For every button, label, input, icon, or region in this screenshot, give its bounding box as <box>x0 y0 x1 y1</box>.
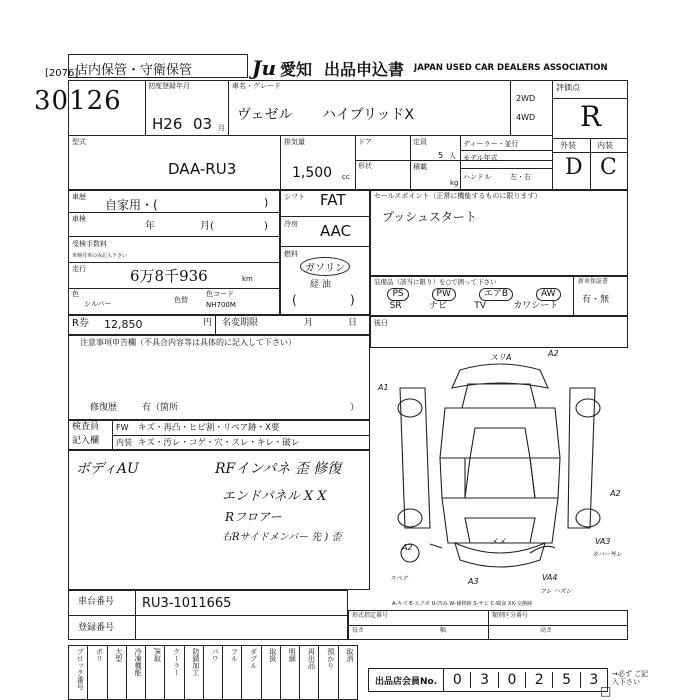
ju-logo: Ju <box>252 56 277 80</box>
form-number-label: 形式指定番号 <box>352 612 389 619</box>
fw-label: FW <box>116 423 129 432</box>
form-title: 出品申込書 <box>324 59 405 79</box>
diagram-wheel <box>576 509 600 527</box>
diagram-wheel <box>576 399 600 417</box>
storage-box <box>68 54 248 78</box>
interior-label: 内装 <box>597 141 613 150</box>
repair-close: ） <box>350 403 360 413</box>
member-digit: 5 <box>553 672 580 688</box>
shape-label: 形状 <box>358 162 372 170</box>
diagram-label: フレ ハズレ <box>540 588 572 595</box>
recycle-label: R券 <box>72 318 89 329</box>
drive-2wd: 2WD <box>516 94 536 103</box>
diagram-left-side <box>400 388 430 528</box>
later-label: 後日 <box>374 319 388 327</box>
length-label: 長さ <box>352 627 365 634</box>
handwritten-note: ボディAU <box>76 461 139 477</box>
reg-label: 登録番号 <box>78 623 115 633</box>
bottom-column: 再出品 <box>300 646 319 699</box>
usage-value: 自家用・( <box>105 198 158 212</box>
interior-items-label: 内装 <box>116 438 132 447</box>
handle-label: ハンドル <box>463 173 491 181</box>
member-number-row <box>368 668 608 692</box>
interior-items: キズ・汚レ・コゲ・穴・スレ・キレ・破レ <box>138 438 300 448</box>
mileage-label: 走行 <box>72 265 86 273</box>
inspection-close: ) <box>264 221 268 232</box>
diagram-label: メメ <box>490 537 506 546</box>
bottom-column: クーラー <box>165 646 184 699</box>
first-reg-month: 03 <box>193 115 213 133</box>
height-label: 高さ <box>540 627 553 634</box>
diagram-rear-bumper <box>455 543 545 567</box>
sales-points-box <box>370 190 628 276</box>
diagram-legend: A-キズ E-エクボ U-凹み W-補修跡 S-サビ C-腐食 XX-交換跡 <box>392 601 533 607</box>
handwritten-note: 右Rサイドメンバー 先 ) 歪 <box>222 532 342 543</box>
equipment-item: AW <box>536 288 561 301</box>
diagram-label: A1 <box>378 383 389 392</box>
inspector-label: 検査員 <box>72 422 100 432</box>
diagram-label: A2 <box>402 543 413 552</box>
bottom-column: 明細 <box>281 646 300 699</box>
bottom-column: ブロック番号 <box>69 646 88 699</box>
diagram-label: カバー外レ <box>592 551 623 558</box>
color-code-value: NH700M <box>206 301 236 309</box>
load-label: 積載 <box>413 163 427 171</box>
drive-4wd: 4WD <box>516 113 536 122</box>
mileage-value: 6万8千936 <box>130 267 208 285</box>
equipment-item: SR <box>389 301 402 311</box>
inspection-month: 月( <box>200 221 214 232</box>
displacement-label: 排気量 <box>284 138 305 146</box>
first-reg-label: 初度登録年月 <box>148 82 190 90</box>
equipment-item: PW <box>432 288 456 301</box>
capacity-value: 5 <box>438 151 444 160</box>
bottom-column: 大型 <box>108 646 127 699</box>
diagram-label: VA3 <box>595 537 611 546</box>
class-number-label: 類別区分番号 <box>492 612 529 619</box>
later-box <box>370 316 628 348</box>
header-title <box>252 56 608 80</box>
diagram-wheel <box>398 509 422 527</box>
association-name: JAPAN USED CAR DEALERS ASSOCIATION <box>414 63 608 73</box>
equipment-item: PS <box>387 288 408 301</box>
warranty-label: 新車保証書 <box>578 278 609 285</box>
chassis-label: 車台番号 <box>78 597 115 607</box>
sales-points-value: プッシュスタート <box>382 210 477 224</box>
model-value: DAA-RU3 <box>168 160 237 178</box>
fuel-paren-close: ) <box>350 293 355 307</box>
car-name-value: ヴェゼル <box>237 107 293 123</box>
first-reg-unit: 月 <box>218 124 225 132</box>
inspection-year: 年 <box>145 221 155 232</box>
load-unit: kg <box>450 179 459 187</box>
bottom-column: 取扱 <box>262 646 281 699</box>
diagram-label: A2 <box>548 349 559 358</box>
exterior-label: 外装 <box>560 141 576 150</box>
shift-label: シフト <box>284 193 305 201</box>
member-digit: 3 <box>471 672 498 688</box>
fuel-alt: 経 油 <box>310 280 331 290</box>
doors-label: ドア <box>358 138 372 146</box>
receipt-note: 車検付車のみ記入下さい <box>72 253 128 259</box>
member-label: 出品店会員No. <box>369 669 444 691</box>
bottom-column: 防錆加工 <box>185 646 204 699</box>
record-label: 記入欄 <box>72 436 100 446</box>
capacity-label: 定員 <box>413 138 427 146</box>
member-digit: 0 <box>444 672 471 688</box>
aircon-label: 冷房 <box>284 220 298 228</box>
name-change-label: 名変期限 <box>222 318 259 328</box>
score-value: R <box>580 100 602 133</box>
equipment-label: 装備品（該当に限り）を○で囲って下さい <box>374 278 497 286</box>
diagram-label: スペア <box>390 575 409 582</box>
mileage-unit: km <box>242 275 253 283</box>
fuel-paren-open: ( <box>292 293 297 307</box>
fuel-label: 燃料 <box>284 250 298 258</box>
storage-label: 店内保管・守衛保管 <box>75 63 193 78</box>
warranty-options: 有・無 <box>582 295 610 305</box>
aircon-value: AAC <box>320 222 352 240</box>
capacity-unit: 人 <box>449 152 456 160</box>
lot-number: 30126 <box>34 86 122 116</box>
displacement-unit: cc <box>342 173 350 181</box>
equipment-item: TV <box>474 301 486 311</box>
fuel-value: ガソリン <box>300 257 350 276</box>
bottom-column: フル <box>223 646 242 699</box>
bottom-column: 取消 <box>345 648 354 662</box>
repair-value: 有（箇所 <box>142 403 179 413</box>
diagram-label: VA4 <box>542 573 558 582</box>
member-digit: 3 <box>589 672 599 688</box>
confirm-checkbox[interactable]: □ <box>600 684 612 698</box>
fw-items: キズ・再凸・ヒビ割・リペア跡・X要 <box>138 423 280 433</box>
interior-score: C <box>600 155 617 180</box>
name-change-day: 日 <box>348 318 358 328</box>
handwritten-note: エンドパネル X X <box>222 489 327 504</box>
diagram-right-side <box>568 388 595 528</box>
dealer-label: ディーラー・並行 <box>463 140 519 148</box>
width-label: 幅 <box>440 627 447 634</box>
region-name: 愛知 <box>280 59 313 79</box>
ref-code: [2076] <box>45 68 79 79</box>
handle-options: 左・右 <box>510 173 531 181</box>
inspection-label: 車検 <box>72 215 86 223</box>
color-value: シルバー <box>84 300 112 308</box>
equipment-row2 <box>376 302 572 311</box>
chassis-value: RU3-1011665 <box>142 596 232 611</box>
score-label: 評価点 <box>556 83 580 92</box>
equipment-item: エアB <box>479 288 513 301</box>
repair-label: 修復歴 <box>90 403 118 413</box>
diagram-wheel <box>398 399 422 417</box>
color-label: 色 <box>72 290 79 298</box>
shift-value: FAT <box>320 191 346 209</box>
diagram-label: スリA <box>490 353 512 362</box>
bottom-column: パワ <box>204 646 223 699</box>
must-fill-note: →必ず ご記入下さい <box>612 670 649 687</box>
bottom-columns <box>68 645 358 700</box>
color-change-label: 色替 <box>174 296 188 304</box>
recycle-value: 12,850 <box>104 318 143 331</box>
bottom-column: 冷凍機能 <box>127 646 146 699</box>
usage-close: ) <box>264 196 269 209</box>
car-grade-value: ハイブリッドX <box>322 107 415 123</box>
displacement-value: 1,500 <box>292 165 333 181</box>
usage-label: 車歴 <box>72 193 86 201</box>
damage-diagram <box>370 348 628 610</box>
handwritten-note: Rフロアー <box>225 510 282 524</box>
name-change-month: 月 <box>304 318 314 328</box>
diagram-roof <box>465 458 535 498</box>
bottom-column: 預かり <box>319 646 338 699</box>
model-year-label: モデル年式 <box>463 154 498 162</box>
notes-label: 注意事項申告欄（不具合内容等は具体的に記入して下さい） <box>80 338 296 347</box>
equipment-item: ナビ <box>428 301 447 311</box>
color-code-label: 色コード <box>206 290 234 298</box>
member-digit: 2 <box>526 672 553 688</box>
equipment-item: カワシート <box>513 301 559 311</box>
diagram-label: A3 <box>468 577 479 586</box>
bottom-column: ダブル <box>242 646 261 699</box>
bottom-column: JK取 <box>146 646 165 699</box>
model-label: 型式 <box>72 138 86 146</box>
first-reg-value: H26 <box>152 115 183 133</box>
equipment-row1 <box>376 288 572 301</box>
diagram-label: A2 <box>610 489 621 498</box>
bottom-column: ポリ <box>88 646 107 699</box>
sales-points-label: セールスポイント（正常に機能するものに限ります） <box>374 192 542 200</box>
recycle-unit: 円 <box>203 318 213 328</box>
exterior-score: D <box>565 155 583 180</box>
diagram-hood <box>440 408 560 458</box>
receipt-label: 受検手数料 <box>72 240 107 248</box>
handwritten-note: RFインパネ 歪 修復 <box>215 461 342 477</box>
member-digit: 0 <box>499 672 526 688</box>
car-name-label: 車名・グレード <box>232 82 281 90</box>
